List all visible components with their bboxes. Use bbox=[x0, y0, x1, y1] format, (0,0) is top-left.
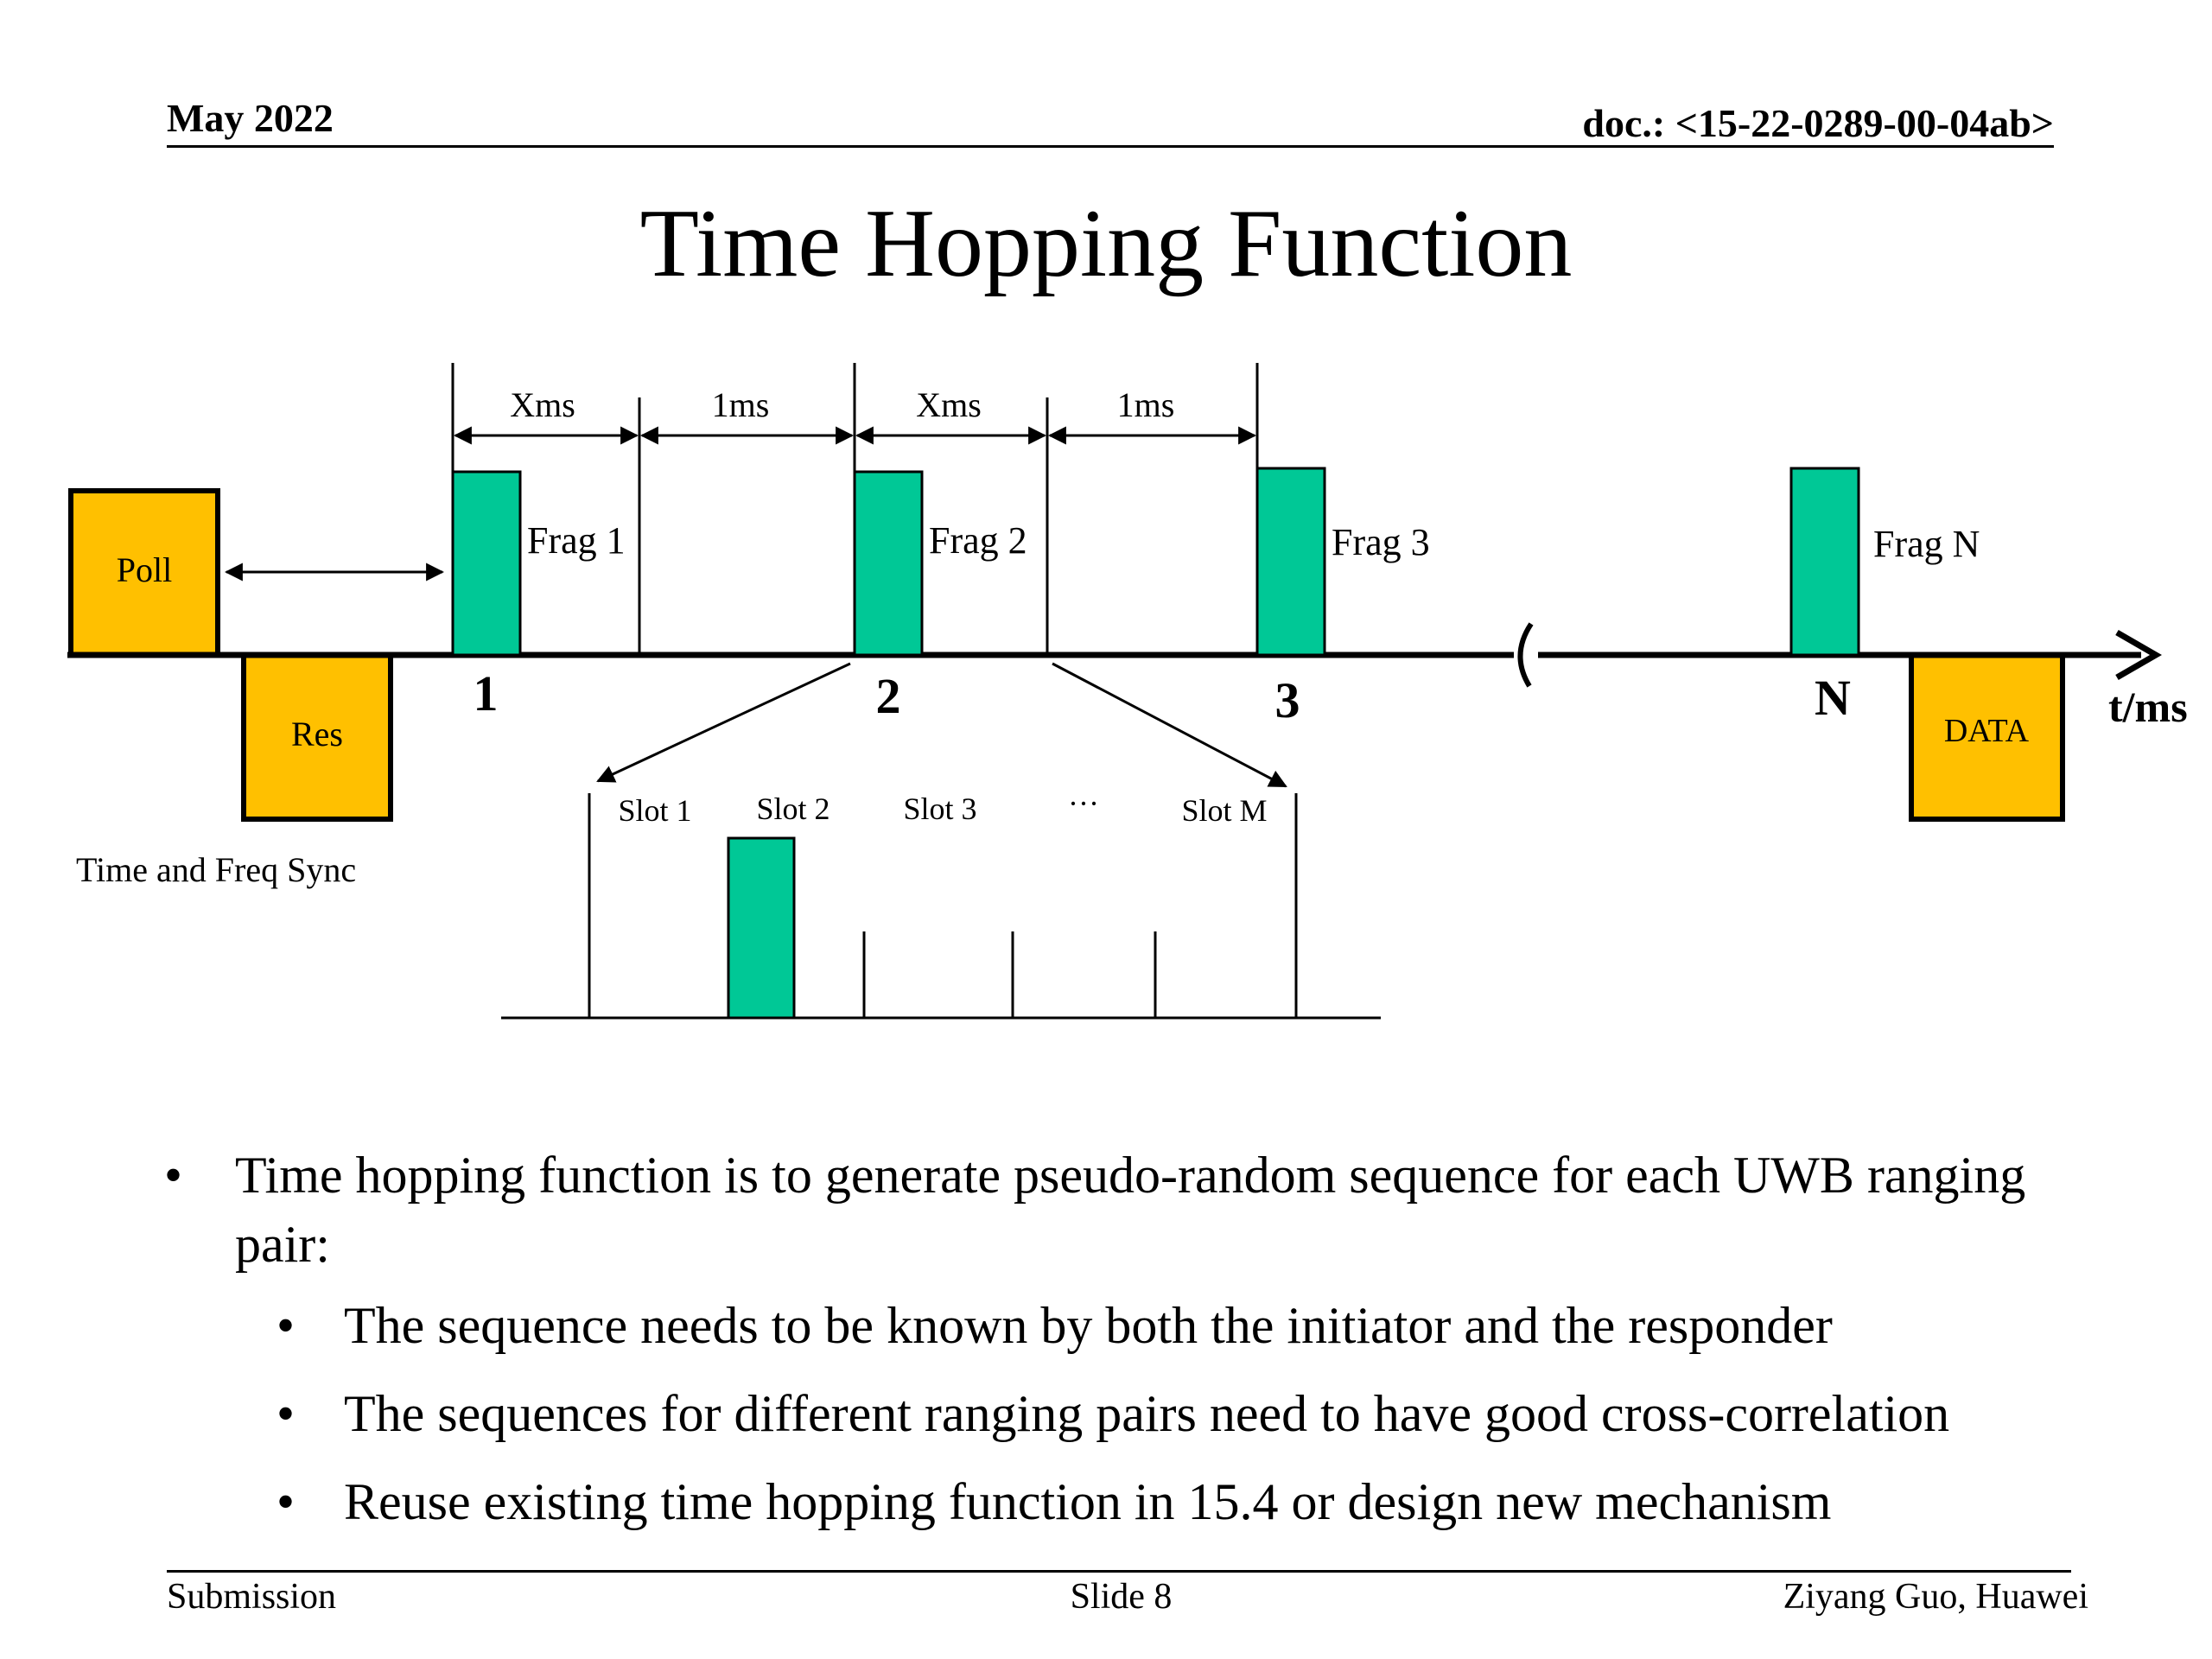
bullet-icon: • bbox=[164, 1147, 183, 1204]
slot-2-occupied-bar bbox=[728, 838, 794, 1018]
res-label: Res bbox=[291, 715, 343, 753]
frag-n-bar bbox=[1791, 468, 1859, 655]
interval-label: Xms bbox=[510, 385, 575, 424]
bullet-list bbox=[164, 1141, 2126, 1555]
interval-label: 1ms bbox=[1116, 385, 1175, 424]
slide-title: Time Hopping Function bbox=[639, 190, 1573, 297]
sub-bullet-text: The sequence needs to be known by both the initiator and the responder bbox=[344, 1297, 1833, 1354]
frag-2-index: 2 bbox=[875, 668, 901, 724]
frag-1-label: Frag 1 bbox=[527, 519, 626, 562]
frag-3-label: Frag 3 bbox=[1332, 521, 1430, 563]
sub-bullet-text: Reuse existing time hopping function in 15.4 or design new mechanism bbox=[344, 1473, 1832, 1530]
header-doc-id: doc.: <15-22-0289-00-04ab> bbox=[1582, 101, 2054, 145]
axis-break-icon bbox=[1520, 624, 1531, 686]
footer-rule bbox=[167, 1570, 2071, 1573]
axis-label: t/ms bbox=[2108, 683, 2188, 731]
bullet-icon: • bbox=[276, 1385, 296, 1442]
interval-label: 1ms bbox=[711, 385, 770, 424]
slot-label: Slot 2 bbox=[756, 791, 830, 826]
frag-n-index: N bbox=[1815, 670, 1851, 726]
poll-label: Poll bbox=[116, 550, 173, 589]
frag-1-bar bbox=[453, 472, 520, 655]
sync-label: Time and Freq Sync bbox=[76, 850, 357, 889]
sub-bullet-item bbox=[164, 1291, 2126, 1360]
header-date: May 2022 bbox=[167, 96, 334, 140]
footer-submission: Submission bbox=[167, 1577, 337, 1617]
frag-2-label: Frag 2 bbox=[929, 519, 1027, 562]
slot-label: Slot 1 bbox=[618, 793, 692, 828]
slot-label: ··· bbox=[1068, 786, 1099, 821]
frag-2-bar bbox=[855, 472, 922, 655]
interval-label: Xms bbox=[916, 385, 982, 424]
bullet-text: Time hopping function is to generate pseudo-random sequence for each UWB ranging pair: bbox=[235, 1147, 2026, 1273]
bullet-item bbox=[164, 1141, 2126, 1279]
sub-bullet-item bbox=[164, 1467, 2126, 1536]
sub-bullet-item bbox=[164, 1379, 2126, 1448]
frag-1-index: 1 bbox=[473, 665, 499, 721]
data-label: DATA bbox=[1943, 713, 2030, 749]
bullet-icon: • bbox=[276, 1297, 296, 1354]
frag-3-bar bbox=[1257, 468, 1325, 655]
bullet-icon: • bbox=[276, 1473, 296, 1530]
slot-label: Slot M bbox=[1181, 793, 1268, 828]
footer-author: Ziyang Guo, Huawei bbox=[1783, 1577, 2088, 1617]
frag-n-label: Frag N bbox=[1873, 523, 1980, 565]
zoom-arrow-right bbox=[1052, 664, 1286, 786]
slot-label: Slot 3 bbox=[903, 791, 977, 826]
zoom-arrow-left bbox=[598, 664, 850, 781]
footer-slide-number: Slide 8 bbox=[1070, 1577, 1173, 1617]
frag-3-index: 3 bbox=[1274, 672, 1300, 728]
sub-bullet-text: The sequences for different ranging pairs need to have good cross-correlation bbox=[344, 1385, 1950, 1442]
